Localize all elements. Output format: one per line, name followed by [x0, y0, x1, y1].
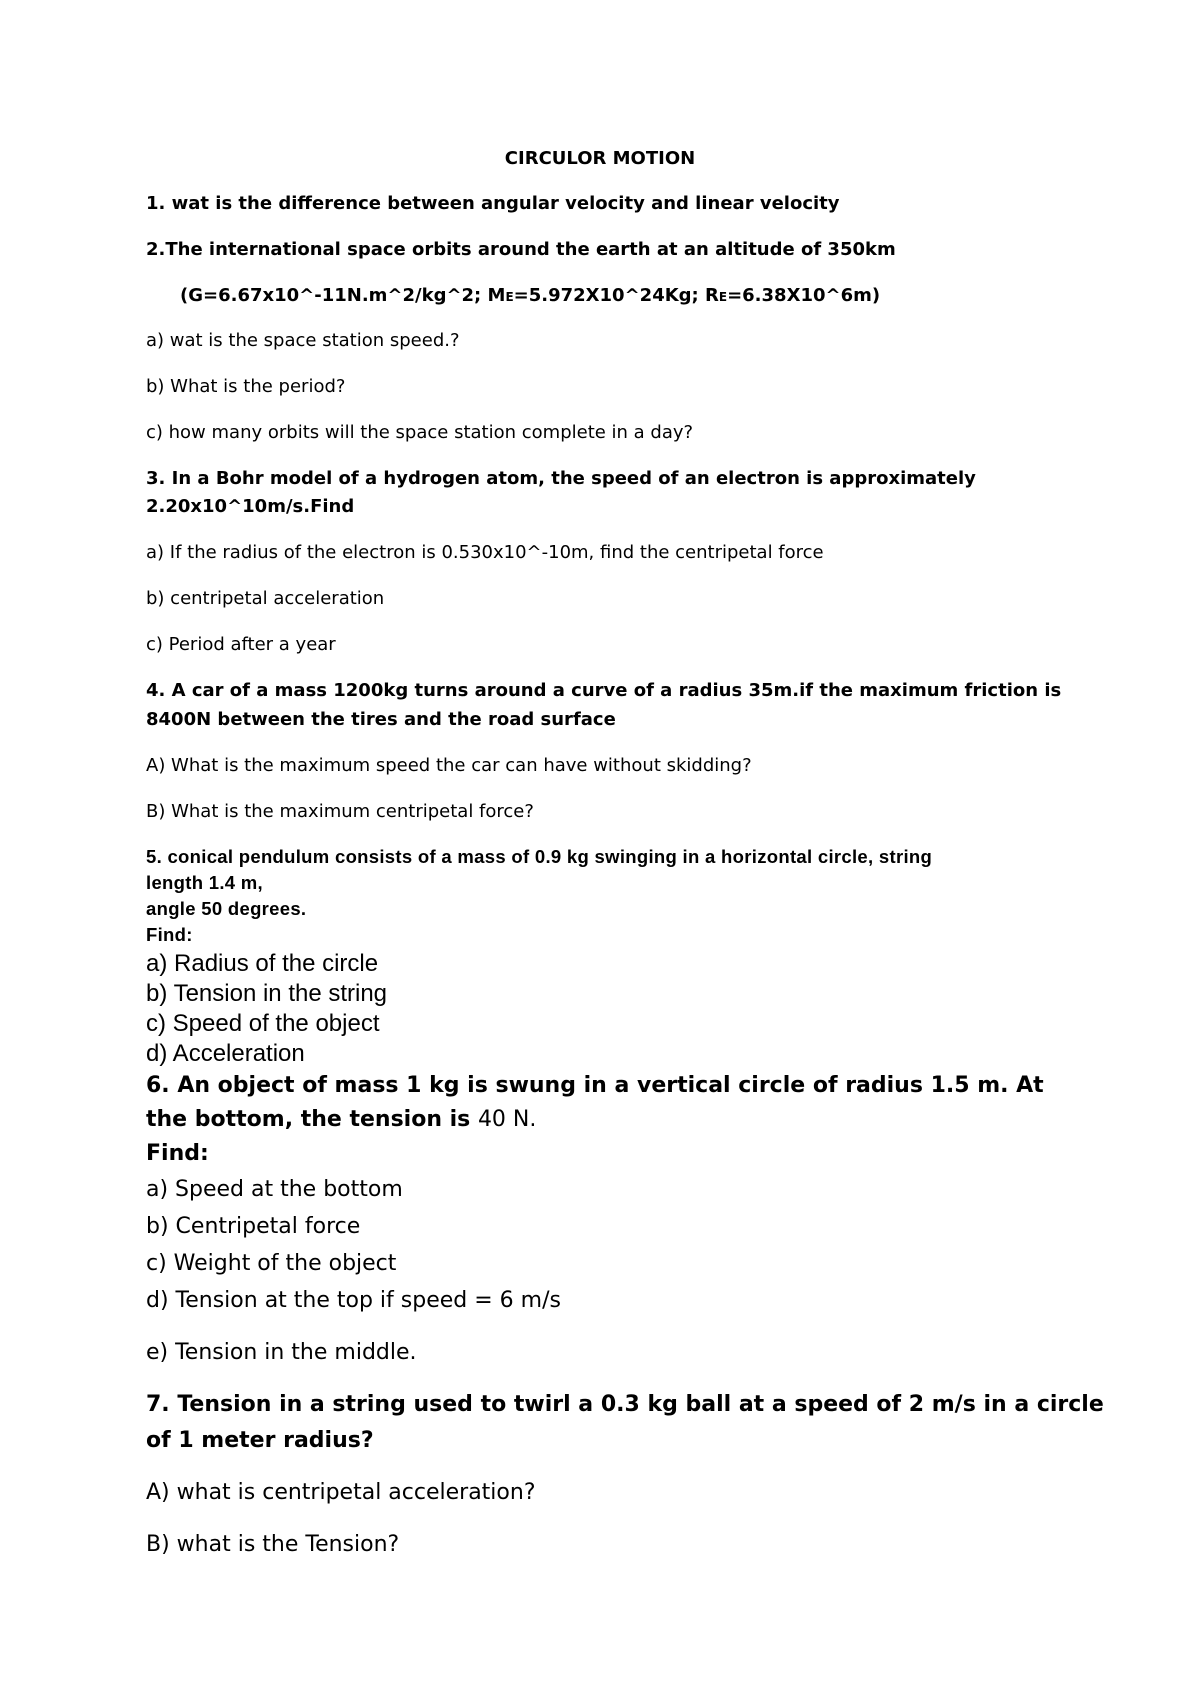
question-7-part-b: B) what is the Tension? — [146, 1532, 400, 1557]
question-5-line-2: length 1.4 m, — [146, 872, 263, 893]
question-4-line-1: 4. A car of a mass 1200kg turns around a curve of a radius 35m.if the maximum friction is — [146, 680, 1062, 701]
document-title: CIRCULOR MOTION — [504, 148, 696, 169]
question-5-find: Find: — [146, 924, 193, 945]
question-7-line-1: 7. Tension in a string used to twirl a 0.3 kg ball at a speed of 2 m/s in a circle — [146, 1392, 1104, 1417]
question-2-constants: (G=6.67x10^-11N.m^2/kg^2; ME=5.972X10^24Kg; RE=6.38X10^6m) — [180, 285, 881, 306]
question-4-part-a: A) What is the maximum speed the car can have without skidding? — [146, 755, 752, 776]
question-3-part-b: b) centripetal acceleration — [146, 588, 385, 609]
question-5-part-d: d) Acceleration — [146, 1040, 305, 1067]
question-6-part-e: e) Tension in the middle. — [146, 1340, 417, 1365]
question-3-part-c: c) Period after a year — [146, 634, 336, 655]
question-6-find: Find: — [146, 1141, 209, 1166]
question-5-part-c: c) Speed of the object — [146, 1010, 380, 1037]
question-2-part-a: a) wat is the space station speed.? — [146, 330, 460, 351]
question-2: 2.The international space orbits around the earth at an altitude of 350km — [146, 239, 896, 260]
question-5-line-3: angle 50 degrees. — [146, 898, 307, 919]
question-5-line-1: 5. conical pendulum consists of a mass of 0.9 kg swinging in a horizontal circle, string — [146, 846, 933, 867]
question-7-part-a: A) what is centripetal acceleration? — [146, 1480, 536, 1505]
question-3-part-a: a) If the radius of the electron is 0.530x10^-10m, find the centripetal force — [146, 542, 824, 563]
question-6-part-a: a) Speed at the bottom — [146, 1177, 403, 1202]
question-2-part-b: b) What is the period? — [146, 376, 346, 397]
question-6-part-b: b) Centripetal force — [146, 1214, 361, 1239]
question-2-part-c: c) how many orbits will the space station complete in a day? — [146, 422, 694, 443]
question-7-line-2: of 1 meter radius? — [146, 1428, 374, 1453]
question-5-part-a: a) Radius of the circle — [146, 950, 379, 977]
question-4-part-b: B) What is the maximum centripetal force? — [146, 801, 534, 822]
question-3-line-1: 3. In a Bohr model of a hydrogen atom, the speed of an electron is approximately — [146, 468, 976, 489]
question-3-line-2: 2.20x10^10m/s.Find — [146, 496, 355, 517]
question-6-part-d: d) Tension at the top if speed = 6 m/s — [146, 1288, 561, 1313]
question-1: 1. wat is the difference between angular velocity and linear velocity — [146, 193, 840, 214]
question-6-part-c: c) Weight of the object — [146, 1251, 397, 1276]
question-5-part-b: b) Tension in the string — [146, 980, 388, 1007]
question-4-line-2: 8400N between the tires and the road surface — [146, 709, 616, 730]
question-6-line-2: the bottom, the tension is 40 N. — [146, 1107, 537, 1132]
question-6-line-1: 6. An object of mass 1 kg is swung in a vertical circle of radius 1.5 m. At — [146, 1073, 1044, 1098]
